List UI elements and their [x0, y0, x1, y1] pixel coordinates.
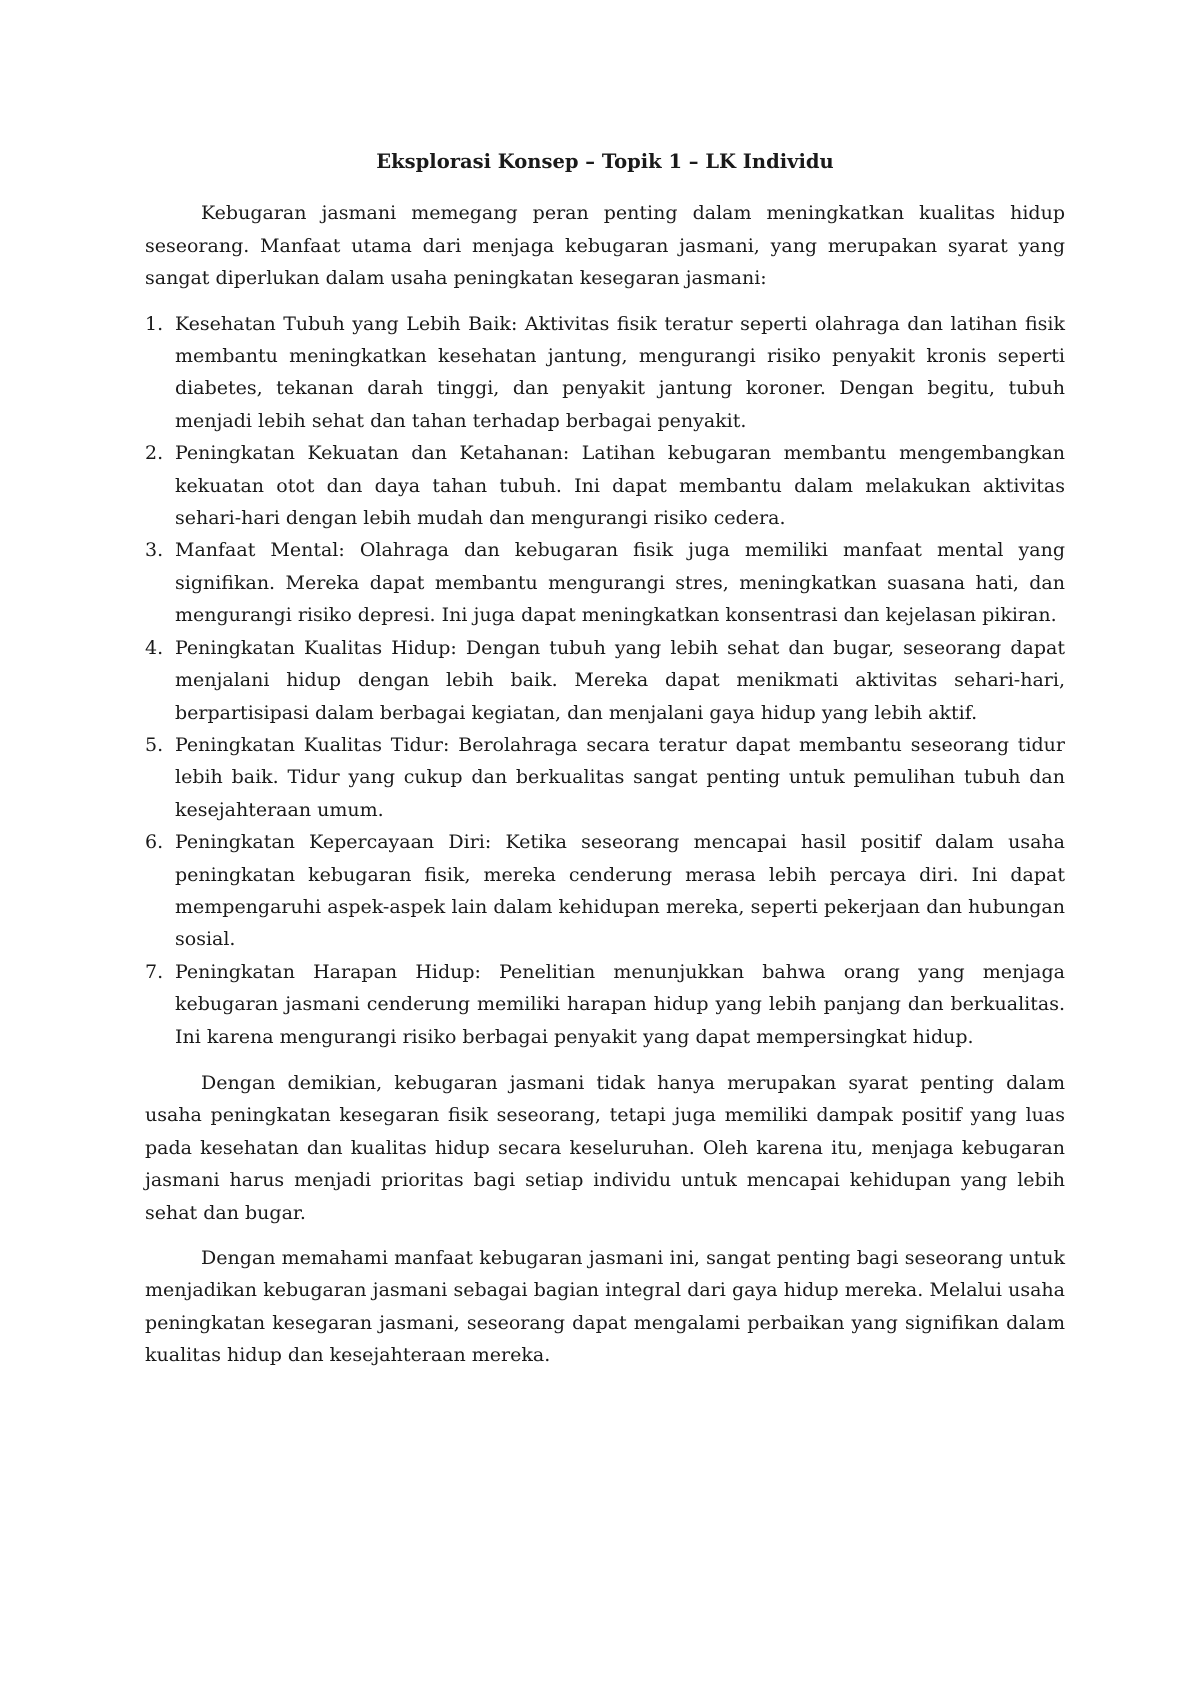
list-item-text: Peningkatan Kualitas Tidur: Berolahraga secara teratur dapat membantu seseorang tidur lebih baik. Tidur yang cukup dan berkualitas sangat penting untuk pemulihan tubuh dan kesejahteraan umum.: [175, 733, 1065, 821]
list-item-number: 5.: [145, 733, 164, 756]
list-item: [145, 308, 1065, 438]
list-item-text: Peningkatan Kualitas Hidup: Dengan tubuh yang lebih sehat dan bugar, seseorang dapat menjalani hidup dengan lebih baik. Mereka dapat menikmati aktivitas sehari-hari, berpartisipasi dalam berbagai kegiatan, dan menjalani gaya hidup yang lebih aktif.: [175, 636, 1065, 724]
list-item-number: 7.: [145, 960, 164, 983]
list-item: [145, 956, 1065, 1053]
intro-paragraph: Kebugaran jasmani memegang peran penting dalam meningkatkan kualitas hidup seseorang. Manfaat utama dari menjaga kebugaran jasmani, yang merupakan syarat yang sangat diperlukan dalam usaha peningkatan kesegaran jasmani:: [145, 202, 1065, 290]
list-item: [145, 632, 1065, 729]
list-item-number: 3.: [145, 539, 164, 562]
conclusion-paragraph-1: Dengan demikian, kebugaran jasmani tidak hanya merupakan syarat penting dalam usaha peningkatan kesegaran fisik seseorang, tetapi juga memiliki dampak positif yang luas pada kesehatan dan kualitas hidup secara keseluruhan. Oleh karena itu, menjaga kebugaran jasmani harus menjadi prioritas bagi setiap individu untuk mencapai kehidupan yang lebih sehat dan bugar.: [145, 1071, 1065, 1224]
conclusion-paragraph-2: Dengan memahami manfaat kebugaran jasmani ini, sangat penting bagi seseorang untuk menjadikan kebugaran jasmani sebagai bagian integral dari gaya hidup mereka. Melalui usaha peningkatan kesegaran jasmani, seseorang dapat mengalami perbaikan yang signifikan dalam kualitas hidup dan kesejahteraan mereka.: [145, 1247, 1065, 1367]
document-title: Eksplorasi Konsep – Topik 1 – LK Individu: [376, 150, 834, 173]
list-item: [145, 729, 1065, 826]
document-body: [145, 146, 1065, 1385]
benefits-list: [145, 308, 1065, 1053]
list-item-text: Manfaat Mental: Olahraga dan kebugaran fisik juga memiliki manfaat mental yang signifikan. Mereka dapat membantu mengurangi stres, meningkatkan suasana hati, dan mengurangi risiko depresi. Ini juga dapat meningkatkan konsentrasi dan kejelasan pikiran.: [175, 539, 1065, 627]
list-item-text: Peningkatan Kekuatan dan Ketahanan: Latihan kebugaran membantu mengembangkan kekuatan otot dan daya tahan tubuh. Ini dapat membantu dalam melakukan aktivitas sehari-hari dengan lebih mudah dan mengurangi risiko cedera.: [175, 442, 1065, 530]
list-item-number: 2.: [145, 442, 164, 465]
list-item-text: Kesehatan Tubuh yang Lebih Baik: Aktivitas fisik teratur seperti olahraga dan latihan fisik membantu meningkatkan kesehatan jantung, mengurangi risiko penyakit kronis seperti diabetes, tekanan darah tinggi, dan penyakit jantung koroner. Dengan begitu, tubuh menjadi lebih sehat dan tahan terhadap berbagai penyakit.: [175, 312, 1065, 432]
list-item-number: 6.: [145, 831, 164, 854]
list-item: [145, 826, 1065, 956]
list-item: [145, 534, 1065, 631]
list-item-number: 1.: [145, 312, 164, 335]
list-item-text: Peningkatan Harapan Hidup: Penelitian menunjukkan bahwa orang yang menjaga kebugaran jasmani cenderung memiliki harapan hidup yang lebih panjang dan berkualitas. Ini karena mengurangi risiko berbagai penyakit yang dapat mempersingkat hidup.: [175, 960, 1065, 1048]
list-item: [145, 437, 1065, 534]
list-item-number: 4.: [145, 636, 164, 659]
list-item-text: Peningkatan Kepercayaan Diri: Ketika seseorang mencapai hasil positif dalam usaha peningkatan kebugaran fisik, mereka cenderung merasa lebih percaya diri. Ini dapat mempengaruhi aspek-aspek lain dalam kehidupan mereka, seperti pekerjaan dan hubungan sosial.: [175, 831, 1065, 951]
